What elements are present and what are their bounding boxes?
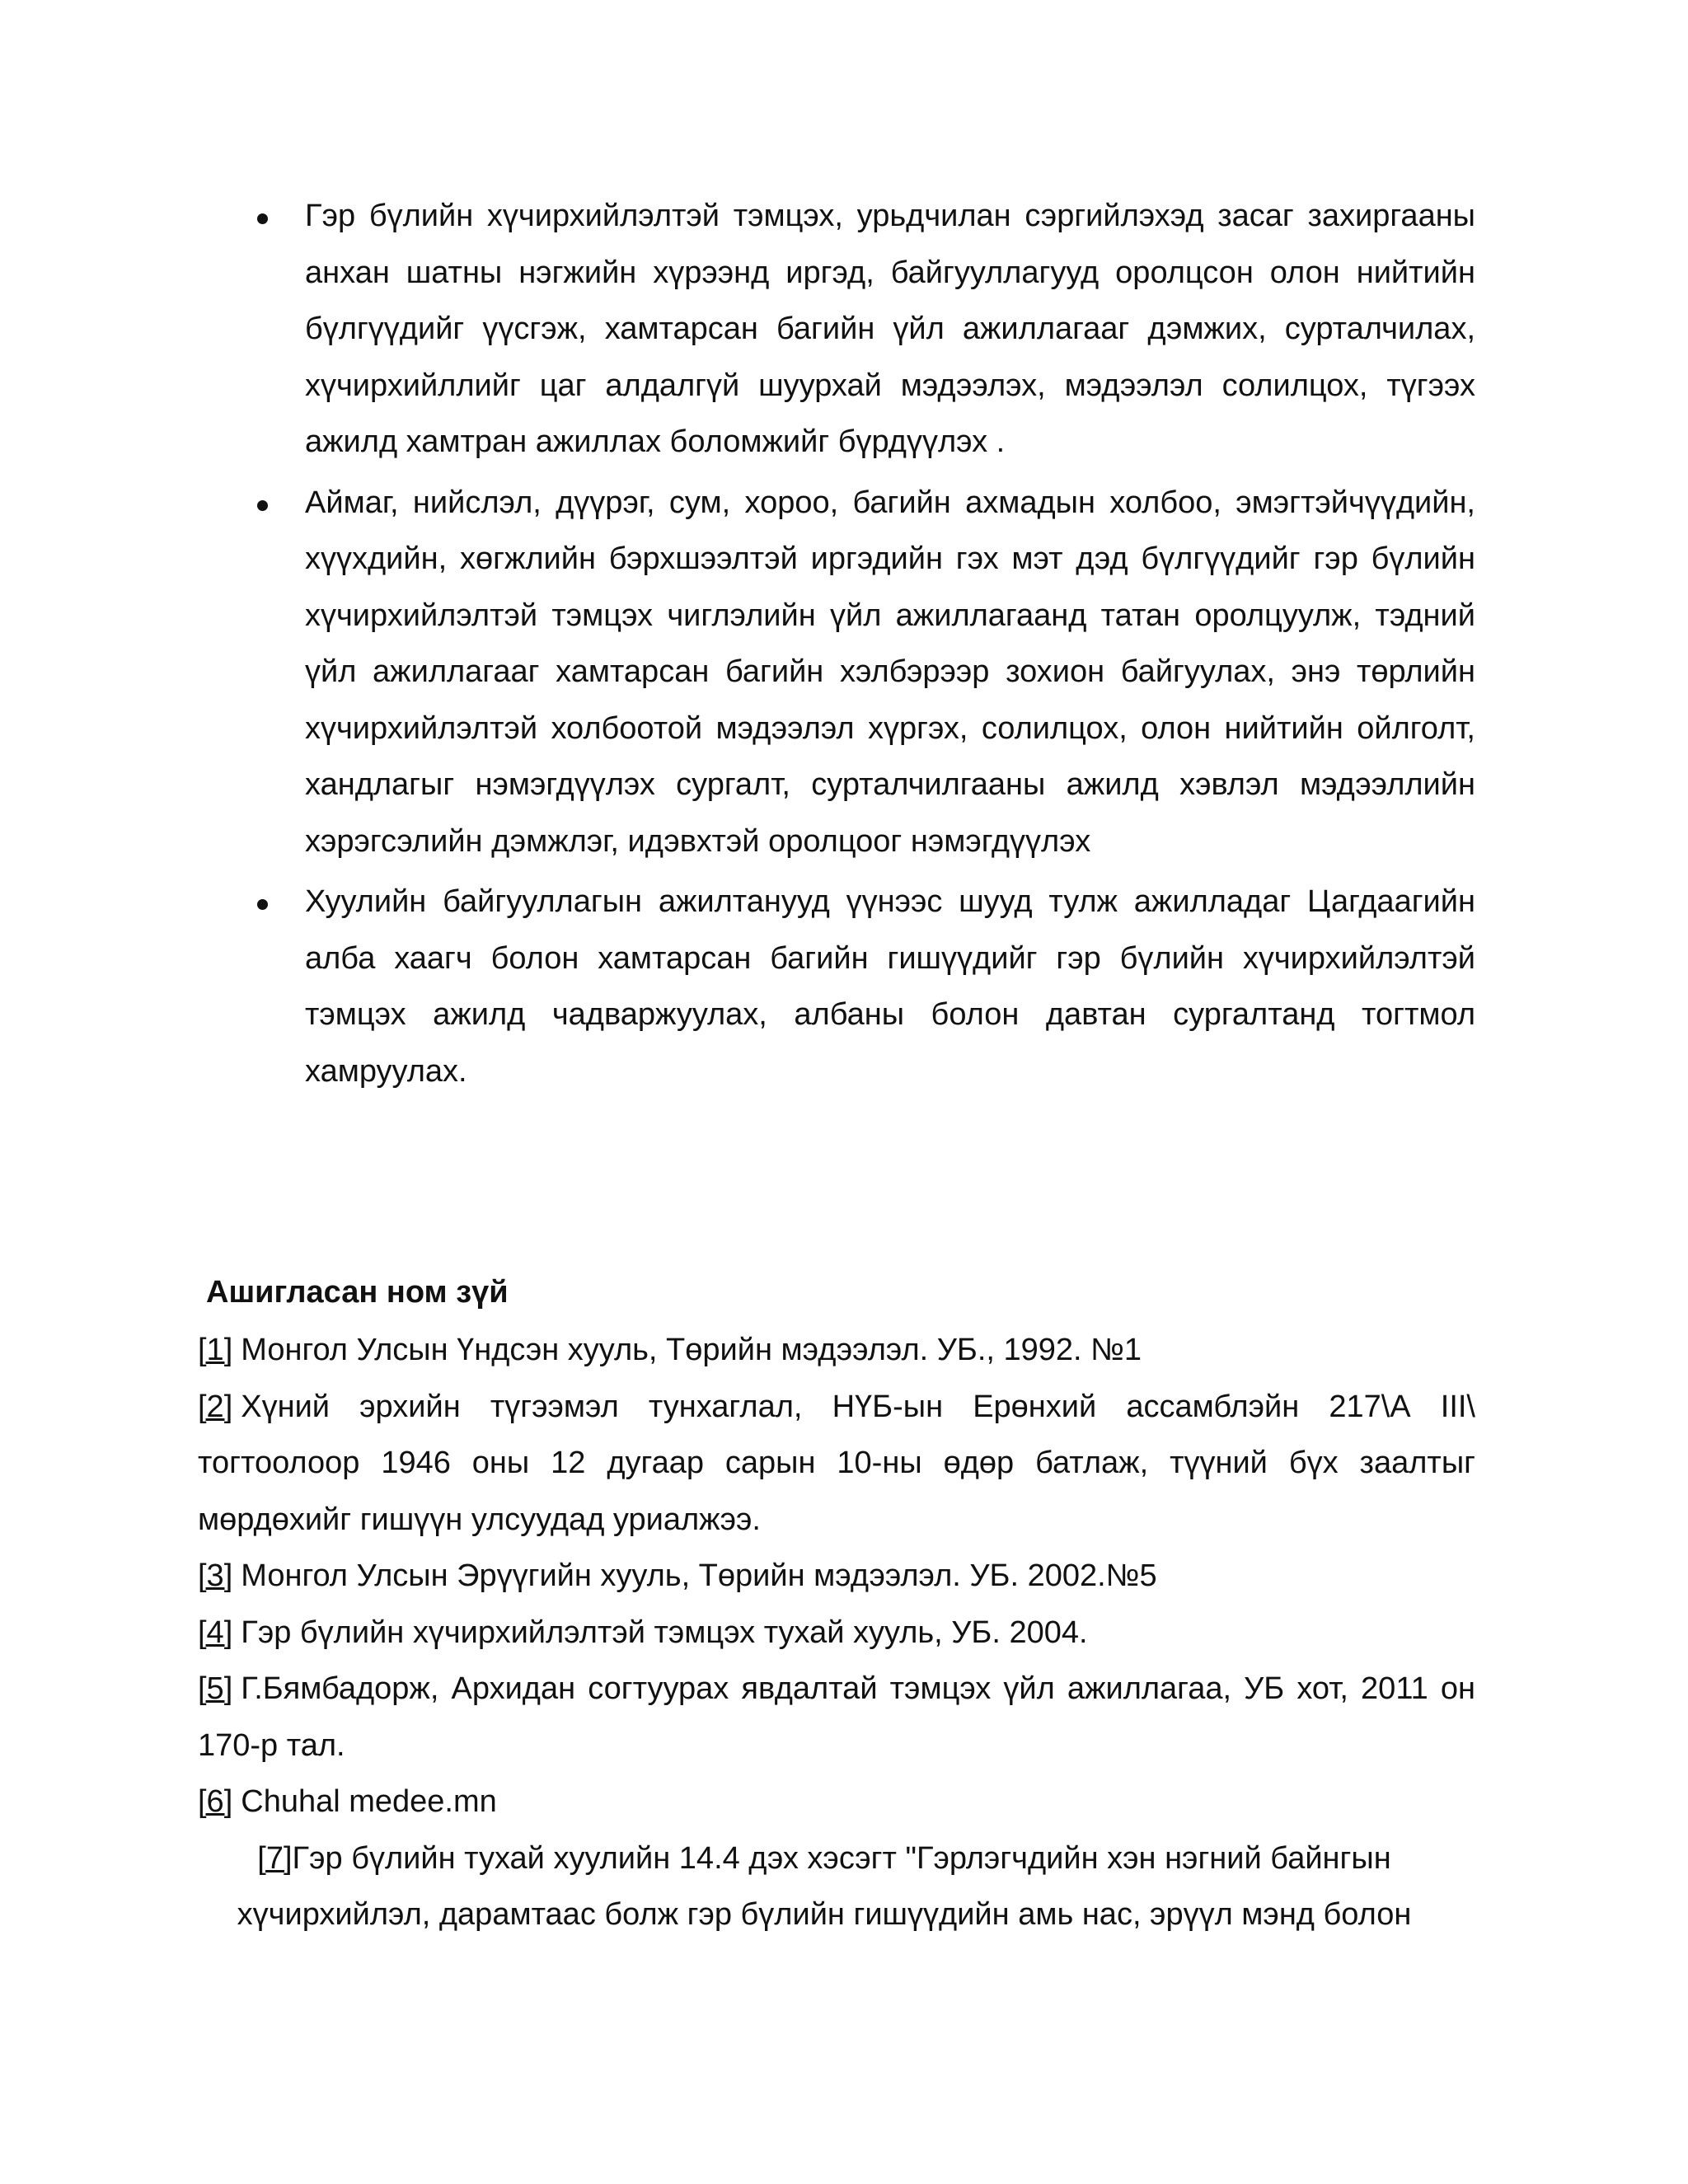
bullet-item <box>247 188 1475 471</box>
reference-item <box>198 1605 1475 1661</box>
reference-link[interactable]: [3] <box>198 1558 233 1593</box>
bullet-icon <box>257 500 268 511</box>
reference-text: Chuhal medee.mn <box>241 1784 497 1819</box>
reference-item <box>198 1379 1475 1549</box>
reference-link[interactable]: [2] <box>198 1389 233 1424</box>
reference-text: Г.Бямбадорж, Архидан согтуурах явдалтай тэмцэх үйл ажиллагаа, УБ хот, 2011 он 170-р тал. <box>198 1671 1475 1763</box>
bullet-text: Аймаг, нийслэл, дүүрэг, сум, хороо, багийн ахмадын холбоо, эмэгтэйчүүдийн, хүүхдийн, хөгжлийн бэрхшээлтэй иргэдийн гэх мэт дэд бүлгүүдийг гэр бүлийн хүчирхийлэлтэй тэмцэх чиглэлийн үйл ажиллагаанд татан оролцуулж, тэдний үйл ажиллагааг хамтарсан багийн хэлбэрээр зохион байгуулах, энэ төрлийн хүчирхийлэлтэй холбоотой мэдээлэл хүргэх, солилцох, олон нийтийн ойлголт, хандлагыг нэмэгдүүлэх сургалт, сурталчилгааны ажилд хэвлэл мэдээллийн хэрэгсэлийн дэмжлэг, идэвхтэй оролцоог нэмэгдүүлэх <box>305 485 1475 859</box>
bullet-icon <box>257 213 268 224</box>
reference-link[interactable]: [7] <box>257 1840 293 1876</box>
references-list <box>198 1322 1475 1943</box>
reference-item <box>198 1322 1475 1379</box>
reference-link[interactable]: [5] <box>198 1671 233 1706</box>
reference-text: Гэр бүлийн тухай хуулийн 14.4 дэх хэсэгт "Гэрлэгчдийн хэн нэгний байнгын хүчирхийлэл, дарамтаас болж гэр бүлийн гишүүдийн амь нас, эрүүл мэнд болон <box>237 1840 1412 1932</box>
reference-text: Монгол Улсын Үндсэн хууль, Төрийн мэдээлэл. УБ., 1992. №1 <box>241 1333 1142 1367</box>
reference-text: Хүний эрхийн түгээмэл тунхаглал, НҮБ-ын Ерөнхий ассамблэйн 217\А III\ тогтоолоор 1946 оны 12 дугаар сарын 10-ны өдөр батлаж, түүний бүх заалтыг мөрдөхийг гишүүн улсуудад уриалжээ. <box>198 1389 1475 1537</box>
reference-text: Гэр бүлийн хүчирхийлэлтэй тэмцэх тухай хууль, УБ. 2004. <box>241 1615 1088 1650</box>
bullet-list <box>247 188 1475 1104</box>
reference-link[interactable]: [6] <box>198 1784 233 1819</box>
reference-item <box>181 1830 1467 1943</box>
references-heading: Ашигласан ном зүй <box>206 1275 509 1310</box>
reference-item <box>198 1774 1475 1830</box>
bullet-icon <box>257 899 268 910</box>
bullet-item <box>247 874 1475 1099</box>
reference-text: Монгол Улсын Эрүүгийн хууль, Төрийн мэдээлэл. УБ. 2002.№5 <box>241 1558 1157 1593</box>
reference-item <box>198 1661 1475 1774</box>
reference-link[interactable]: [4] <box>198 1615 233 1650</box>
bullet-item <box>247 475 1475 870</box>
reference-item <box>198 1548 1475 1605</box>
bullet-text: Гэр бүлийн хүчирхийлэлтэй тэмцэх, урьдчилан сэргийлэхэд засаг захиргааны анхан шатны нэгжийн хүрээнд иргэд, байгууллагууд оролцсон олон нийтийн бүлгүүдийг үүсгэж, хамтарсан багийн үйл ажиллагааг дэмжих, сурталчилах, хүчирхийллийг цаг алдалгүй шуурхай мэдээлэх, мэдээлэл солилцох, түгээх ажилд хамтран ажиллах боломжийг бүрдүүлэх . <box>305 199 1475 459</box>
reference-link[interactable]: [1] <box>198 1333 233 1367</box>
bullet-text: Хуулийн байгууллагын ажилтанууд үүнээс шууд тулж ажилладаг Цагдаагийн алба хаагч болон хамтарсан багийн гишүүдийг гэр бүлийн хүчирхийлэлтэй тэмцэх ажилд чадваржуулах, албаны болон давтан сургалтанд тогтмол хамруулах. <box>305 884 1475 1089</box>
